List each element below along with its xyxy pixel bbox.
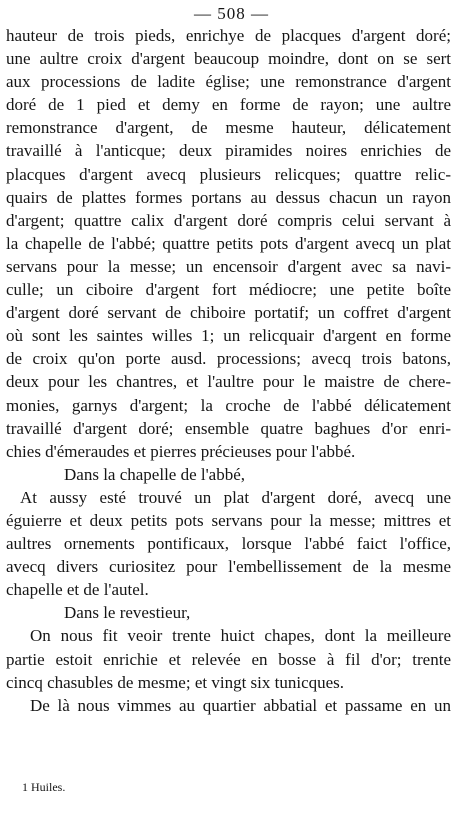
text-line: travaillé d'argent doré; ensemble quatre baghues d'or enri- [6,418,451,438]
text-line: doré de 1 pied et demy en forme de rayon; une aultre [6,95,451,115]
text-line: hauteur de trois pieds, enrichye de placques d'argent doré; [6,26,451,45]
text-line: deux pour les chantres, et l'aultre pour le maistre de chere- [6,372,451,392]
text-line: chies d'émeraudes et pierres précieuses pour l'abbé. [6,441,356,461]
footnote: 1 Huiles. [22,780,66,794]
text-line: aultres ornements pontificaux, lorsque l'abbé faict l'office, [6,534,451,554]
text-line: remonstrance d'argent, de mesme hauteur, délicatement [6,118,451,138]
text-line: d'argent doré servant de chiboire portatif; un coffret d'argent [6,303,451,323]
section-heading: Dans la chapelle de l'abbé, [64,464,246,484]
text-line: d'argent; quattre calix d'argent doré compris celui servant à [6,210,451,230]
text-line: une aultre croix d'argent beaucoup moindre, dont on se sert [6,49,451,69]
text-line: placques d'argent avecq plusieurs relicques; quattre relic- [6,164,451,184]
text-line: de croix qu'on porte ausd. processions; avecq trois batons, [6,349,451,369]
page-number: — 508 — [194,4,269,23]
text-line: éguierre et deux petits pots servans pour la messe; mittres et [6,510,451,530]
text-line: chapelle et de l'autel. [6,580,149,600]
text-line: cincq chasubles de mesme; et vingt six tunicques. [6,672,345,692]
text-line: travaillé à l'anticque; deux piramides noires enrichies de [6,141,451,161]
text-line: quairs de plattes formes portans au dessus chacun un rayon [6,187,451,207]
text-line: De là nous vimmes au quartier abbatial et passame en un [30,695,451,715]
text-line: monies, garnys d'argent; la croche de l'abbé délicatement [6,395,451,415]
text-line: aux processions de ladite église; une remonstrance d'argent [6,72,451,92]
text-line: où sont les saintes willes 1; un relicquair d'argent en forme [6,326,451,346]
text-line: culle; un ciboire d'argent fort médiocre; une petite boîte [6,280,451,300]
body-text [6,24,451,717]
text-line: la chapelle de l'abbé; quattre petits pots d'argent avecq un plat [6,233,451,253]
text-line: At aussy esté trouvé un plat d'argent doré, avecq une [20,487,451,507]
text-line: On nous fit veoir trente huict chapes, dont la meilleure [30,626,451,646]
text-line: servans pour la messe; un encensoir d'argent avec sa navi- [6,256,451,276]
section-heading: Dans le revestieur, [64,603,191,623]
text-line: avecq divers curiositez pour l'embellissement de la mesme [6,557,451,577]
text-line: partie estoit enrichie et relevée en bosse à fil d'or; trente [6,649,451,669]
